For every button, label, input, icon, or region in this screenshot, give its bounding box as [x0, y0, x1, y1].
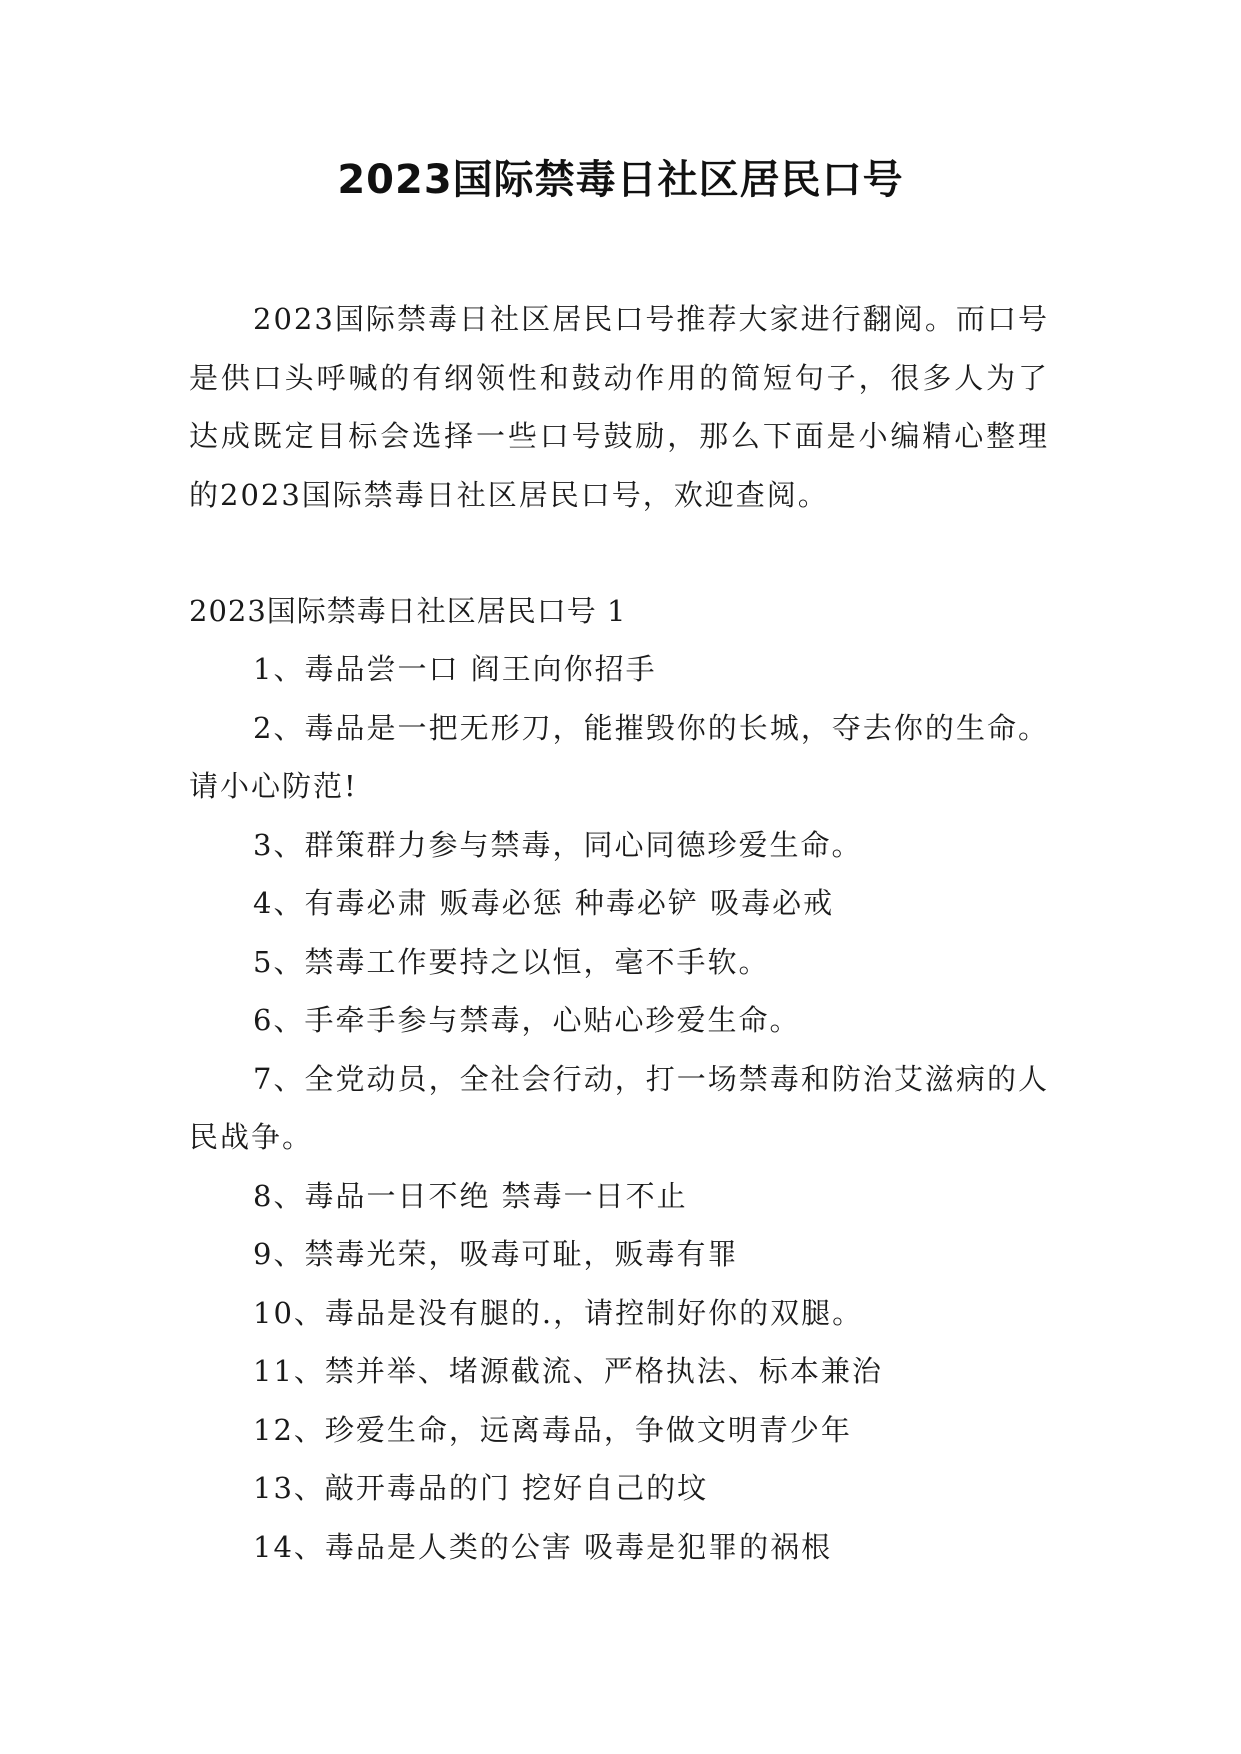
section-heading: 2023国际禁毒日社区居民口号 1: [189, 594, 627, 628]
slogan-item: 1、毒品尝一口 阎王向你招手: [253, 652, 657, 686]
slogan-item: 14、毒品是人类的公害 吸毒是犯罪的祸根: [253, 1529, 833, 1564]
slogan-item: 13、敲开毒品的门 挖好自己的坟: [253, 1471, 709, 1505]
slogan-item: 7、全党动员，全社会行动，打一场禁毒和防治艾滋病的人民战争。: [189, 1061, 1049, 1154]
intro-paragraph: 2023国际禁毒日社区居民口号推荐大家进行翻阅。而口号是供口头呼喊的有纲领性和鼓动作用的简短句子，很多人为了达成既定目标会选择一些口号鼓励，那么下面是小编精心整理的2023国际禁毒日社区居民口号，欢迎查阅。: [189, 302, 1049, 512]
slogan-item: 10、毒品是没有腿的.，请控制好你的双腿。: [253, 1295, 864, 1330]
slogan-item: 3、群策群力参与禁毒，同心同德珍爱生命。: [253, 827, 863, 862]
slogan-item: 11、禁并举、堵源截流、严格执法、标本兼治: [253, 1354, 883, 1388]
slogan-item: 4、有毒必肃 贩毒必惩 种毒必铲 吸毒必戒: [253, 886, 835, 920]
slogan-item: 6、手牵手参与禁毒，心贴心珍爱生命。: [253, 1003, 801, 1037]
slogan-item: 5、禁毒工作要持之以恒，毫不手软。: [253, 944, 770, 979]
slogan-item: 12、珍爱生命，远离毒品，争做文明青少年: [253, 1412, 852, 1447]
slogan-item: 9、禁毒光荣，吸毒可耻，贩毒有罪: [253, 1237, 739, 1271]
slogan-item: 8、毒品一日不绝 禁毒一日不止: [253, 1178, 688, 1213]
slogan-item: 2、毒品是一把无形刀，能摧毁你的长城，夺去你的生命。请小心防范!: [189, 710, 1049, 803]
slogan-list: [189, 640, 1049, 1576]
document-title: 2023国际禁毒日社区居民口号: [337, 157, 904, 203]
